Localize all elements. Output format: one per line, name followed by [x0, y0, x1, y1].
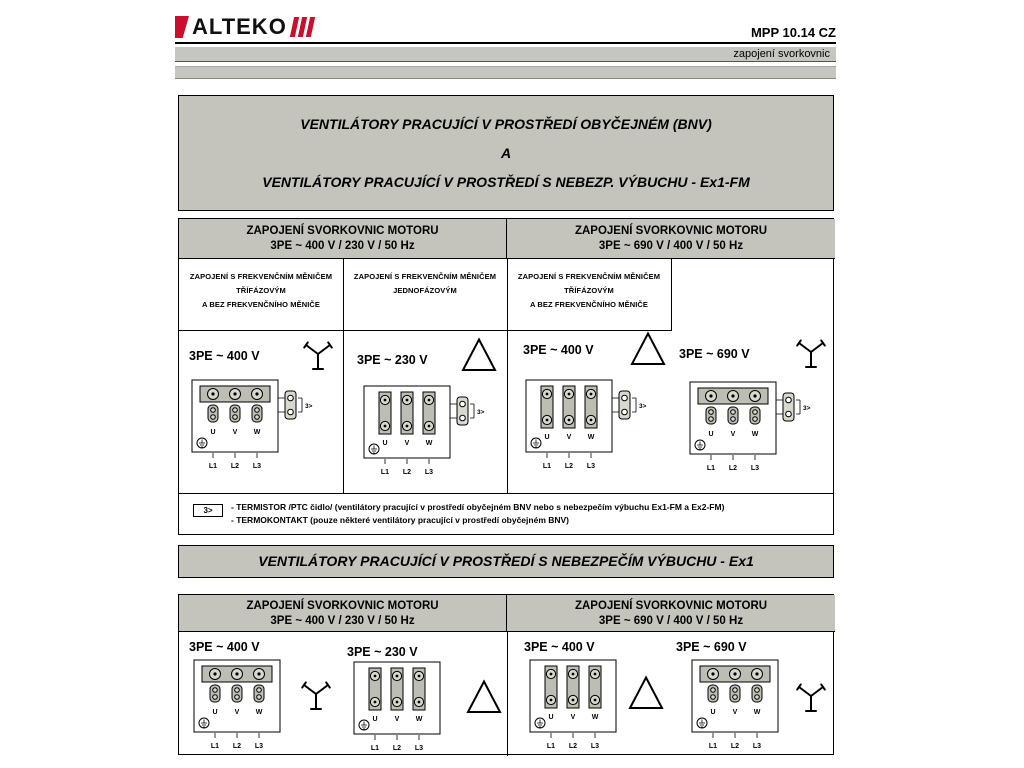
- svg-text:3>: 3>: [305, 403, 313, 410]
- svg-text:L3: L3: [752, 743, 762, 750]
- section-bnv-title: [178, 95, 834, 211]
- svg-text:U: U: [544, 434, 550, 441]
- delta-symbol: [626, 673, 666, 718]
- note-line: ZAPOJENÍ S FREKVENČNÍM MĚNIČEM: [353, 272, 497, 281]
- note-line: TŘÍFÁZOVÝM: [564, 286, 614, 295]
- delta-symbol: [459, 335, 499, 380]
- svg-text:W: W: [751, 431, 759, 438]
- voltage-label: 3PE ~ 400 V: [524, 640, 595, 654]
- svg-text:W: W: [415, 716, 423, 723]
- header-line: ZAPOJENÍ SVORKOVNIC MOTORU: [574, 225, 768, 237]
- svg-text:W: W: [591, 714, 599, 721]
- vfd-note-singlephase: [343, 259, 507, 331]
- svg-text:L3: L3: [252, 463, 262, 470]
- header-line: 3PE ~ 400 V / 230 V / 50 Hz: [270, 240, 415, 252]
- title-line: VENTILÁTORY PRACUJÍCÍ V PROSTŘEDÍ OBYČEJNÉM (BNV): [300, 116, 712, 132]
- voltage-label: 3PE ~ 400 V: [189, 640, 260, 654]
- svg-text:U: U: [708, 431, 714, 438]
- svg-text:U: U: [372, 716, 378, 723]
- svg-text:L1: L1: [708, 743, 718, 750]
- svg-text:L2: L2: [232, 743, 242, 750]
- alteko-logo: [175, 13, 313, 41]
- column-header-right: [507, 595, 835, 632]
- page-subtitle: zapojení svorkovnic: [733, 48, 830, 60]
- svg-text:L1: L1: [370, 745, 380, 752]
- voltage-label: 3PE ~ 690 V: [679, 347, 750, 361]
- svg-text:3>: 3>: [803, 405, 811, 412]
- svg-text:L3: L3: [414, 745, 424, 752]
- note-line: JEDNOFÁZOVÝM: [393, 286, 457, 295]
- svg-text:L3: L3: [254, 743, 264, 750]
- star-symbol: [298, 335, 338, 380]
- terminal-diagram: [689, 381, 819, 480]
- logo-bars-icon: [292, 17, 313, 37]
- svg-text:L1: L1: [210, 743, 220, 750]
- voltage-label: 3PE ~ 230 V: [347, 645, 418, 659]
- svg-text:U: U: [548, 714, 554, 721]
- star-symbol: [296, 675, 336, 720]
- logo-text: ALTEKO: [192, 14, 287, 39]
- svg-text:L2: L2: [230, 463, 240, 470]
- section-ex1-title: VENTILÁTORY PRACUJÍCÍ V PROSTŘEDÍ S NEBEZPEČÍM VÝBUCHU - Ex1: [178, 545, 834, 578]
- note-line: TŘÍFÁZOVÝM: [236, 286, 286, 295]
- logo-flag-icon: [175, 16, 189, 38]
- svg-text:L1: L1: [380, 469, 390, 476]
- svg-text:3>: 3>: [639, 403, 647, 410]
- header-line: 3PE ~ 400 V / 230 V / 50 Hz: [270, 614, 415, 627]
- terminal-diagram: [525, 379, 655, 478]
- column-header-right: [507, 219, 835, 259]
- svg-text:V: V: [404, 440, 410, 447]
- header-line: ZAPOJENÍ SVORKOVNIC MOTORU: [574, 599, 768, 612]
- voltage-label: 3PE ~ 230 V: [357, 353, 428, 367]
- note-line: A BEZ FREKVENČNÍHO MĚNIČE: [529, 300, 649, 309]
- svg-text:L3: L3: [590, 743, 600, 750]
- footnote-line: - TERMISTOR /PTC čidlo/ (ventilátory pracující v prostředí obyčejném BNV nebo s nebezpečím výbuchu Ex1-FM a Ex2-FM): [231, 502, 725, 512]
- ex1-table: [178, 594, 834, 755]
- thermistor-symbol-box: 3>: [193, 504, 223, 517]
- note-line: A BEZ FREKVENČNÍHO MĚNIČE: [201, 300, 321, 309]
- vfd-note-threephase-left: [179, 259, 343, 331]
- terminal-diagram: [191, 379, 321, 478]
- title-line: A: [500, 145, 512, 161]
- delta-symbol: [464, 677, 504, 722]
- svg-text:U: U: [210, 429, 216, 436]
- note-line: ZAPOJENÍ S FREKVENČNÍM MĚNIČEM: [189, 272, 333, 281]
- svg-text:L1: L1: [706, 465, 716, 472]
- svg-text:U: U: [382, 440, 388, 447]
- voltage-label: 3PE ~ 400 V: [189, 349, 260, 363]
- bnv-table: [178, 218, 834, 535]
- header-rule: [175, 42, 836, 44]
- subtitle-bar: [175, 47, 836, 62]
- svg-text:L2: L2: [568, 743, 578, 750]
- svg-text:L3: L3: [750, 465, 760, 472]
- footnote-text: [231, 501, 724, 527]
- footnote-line: - TERMOKONTAKT (pouze některé ventilátory pracující v prostředí obyčejném BNV): [231, 515, 570, 525]
- svg-text:3>: 3>: [477, 409, 485, 416]
- svg-text:V: V: [570, 714, 576, 721]
- svg-text:V: V: [394, 716, 400, 723]
- svg-text:L2: L2: [402, 469, 412, 476]
- terminal-diagram: [363, 385, 493, 484]
- header-line: ZAPOJENÍ SVORKOVNIC MOTORU: [246, 599, 439, 612]
- doc-code: MPP 10.14 CZ: [750, 25, 836, 40]
- svg-text:L1: L1: [546, 743, 556, 750]
- svg-text:W: W: [253, 429, 261, 436]
- column-header-left: [179, 595, 507, 632]
- header-line: ZAPOJENÍ SVORKOVNIC MOTORU: [246, 225, 439, 237]
- svg-text:L3: L3: [586, 463, 596, 470]
- header-line: 3PE ~ 690 V / 400 V / 50 Hz: [598, 614, 744, 627]
- delta-symbol: [628, 329, 668, 374]
- svg-text:W: W: [753, 709, 761, 716]
- svg-text:W: W: [587, 434, 595, 441]
- svg-text:W: W: [425, 440, 433, 447]
- svg-text:L2: L2: [730, 743, 740, 750]
- title-line: VENTILÁTORY PRACUJÍCÍ V PROSTŘEDÍ S NEBEZP. VÝBUCHU - Ex1-FM: [262, 174, 750, 190]
- column-header-left: [179, 219, 507, 259]
- divider: [507, 632, 508, 756]
- svg-text:L2: L2: [392, 745, 402, 752]
- svg-text:L1: L1: [542, 463, 552, 470]
- star-symbol: [791, 333, 831, 378]
- svg-text:L1: L1: [208, 463, 218, 470]
- header-line: 3PE ~ 690 V / 400 V / 50 Hz: [598, 240, 744, 252]
- star-symbol: [791, 677, 831, 722]
- svg-text:U: U: [710, 709, 716, 716]
- note-line: ZAPOJENÍ S FREKVENČNÍM MĚNIČEM: [517, 272, 661, 281]
- svg-text:V: V: [566, 434, 572, 441]
- svg-text:L3: L3: [424, 469, 434, 476]
- voltage-label: 3PE ~ 690 V: [676, 640, 747, 654]
- svg-text:V: V: [234, 709, 240, 716]
- svg-text:W: W: [255, 709, 263, 716]
- svg-text:L2: L2: [728, 465, 738, 472]
- voltage-label: 3PE ~ 400 V: [523, 343, 594, 357]
- svg-text:V: V: [732, 709, 738, 716]
- decor-bar: [175, 66, 836, 79]
- footnote: [179, 493, 833, 535]
- svg-text:V: V: [730, 431, 736, 438]
- svg-text:V: V: [232, 429, 238, 436]
- svg-text:U: U: [212, 709, 218, 716]
- vfd-note-threephase-right: [507, 259, 672, 331]
- svg-text:L2: L2: [564, 463, 574, 470]
